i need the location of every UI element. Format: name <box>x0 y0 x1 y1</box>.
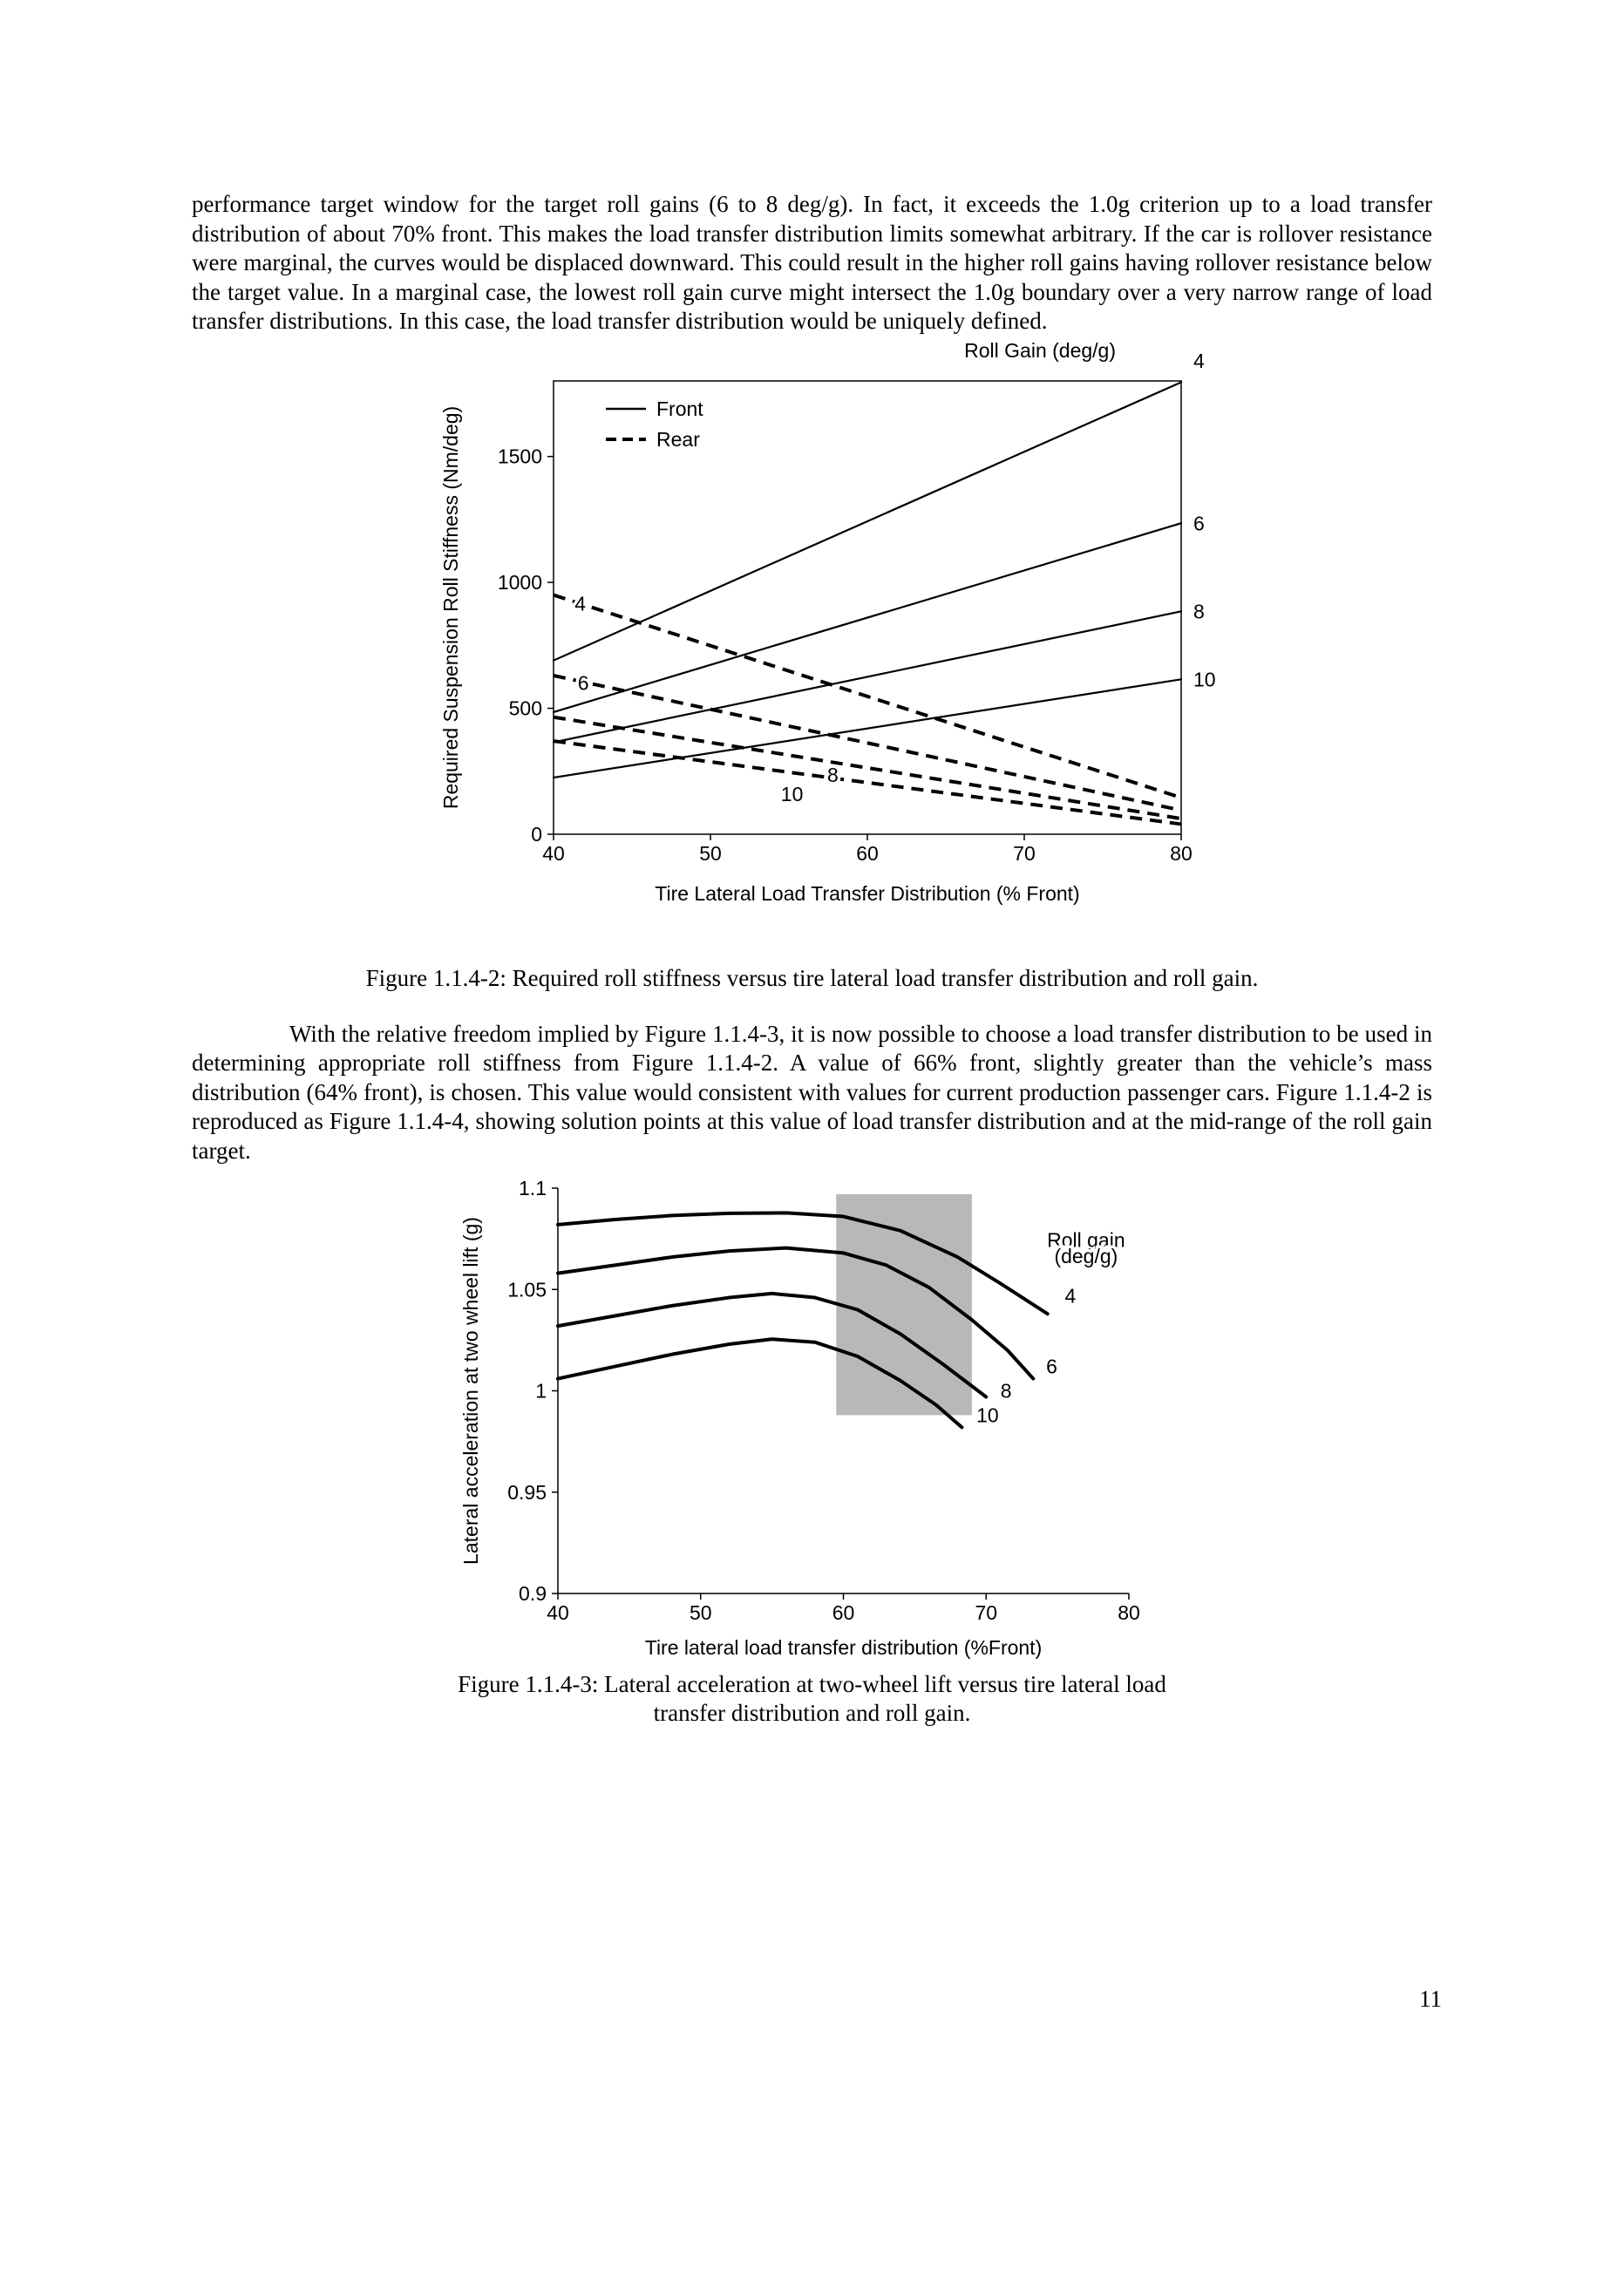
lateral-acceleration-chart <box>453 1166 1177 1663</box>
svg-text:8: 8 <box>827 764 839 787</box>
svg-text:10: 10 <box>780 782 804 805</box>
paragraph-1: performance target window for the target roll gains (6 to 8 deg/g). In fact, it exceeds the 1.0g criterion up to a load transfer distribution of about 70% front. This makes the load transfer distribution limits somewhat arbitrary. If the car is rollover resistance were marginal, the curves would be displaced downward. This could result in the higher roll gains having rollover resistance below the target value. In a marginal case, the lowest roll gain curve might intersect the 1.0g boundary over a very narrow range of load transfer distributions. In this case, the load transfer distribution would be uniquely defined. <box>192 191 1432 335</box>
figure-1-1-4-2 <box>431 342 1242 952</box>
svg-text:Roll Gain (deg/g): Roll Gain (deg/g) <box>964 341 1116 362</box>
svg-text:4: 4 <box>1064 1283 1077 1307</box>
svg-text:1.1: 1.1 <box>519 1176 547 1199</box>
svg-text:10: 10 <box>1193 668 1216 691</box>
svg-text:4: 4 <box>574 592 586 615</box>
svg-text:4: 4 <box>1193 349 1205 372</box>
svg-text:80: 80 <box>1118 1600 1140 1624</box>
svg-text:40: 40 <box>542 841 565 865</box>
svg-text:Front: Front <box>656 397 703 421</box>
svg-text:60: 60 <box>832 1600 855 1624</box>
page-number: 11 <box>1419 1986 1442 2012</box>
svg-text:60: 60 <box>856 841 879 865</box>
svg-text:Tire Lateral Load Transfer Dis: Tire Lateral Load Transfer Distribution (% Front) <box>655 881 1080 905</box>
svg-text:Tire lateral load transfer dis: Tire lateral load transfer distribution (%Front) <box>644 1635 1043 1659</box>
svg-text:50: 50 <box>699 841 722 865</box>
svg-text:8: 8 <box>1193 600 1205 623</box>
figure-1-1-4-3-caption <box>192 1670 1432 1729</box>
svg-text:0.95: 0.95 <box>507 1480 547 1504</box>
figure-1-1-4-3 <box>453 1166 1177 1663</box>
svg-text:6: 6 <box>1193 512 1205 535</box>
svg-text:10: 10 <box>976 1403 999 1426</box>
roll-stiffness-chart <box>431 342 1242 952</box>
paragraph-2: With the relative freedom implied by Figure 1.1.4-3, it is now possible to choose a load transfer distribution to be used in determining appropriate roll stiffness from Figure 1.1.4-2. A value of 66% front, slightly greater than the vehicle’s mass distribution (64% front), is chosen. This value would consistent with values for current production passenger cars. Figure 1.1.4-2 is reproduced as Figure 1.1.4-4, showing solution points at this value of load transfer distribution and at the mid-range of the roll gain target. <box>192 1020 1432 1164</box>
svg-text:8: 8 <box>1000 1379 1012 1403</box>
caption-line-1: Figure 1.1.4-3: Lateral acceleration at two-wheel lift versus tire lateral load <box>458 1670 1166 1697</box>
svg-text:70: 70 <box>1013 841 1036 865</box>
svg-text:(deg/g): (deg/g) <box>1054 1244 1118 1267</box>
svg-text:0.9: 0.9 <box>519 1581 547 1605</box>
svg-text:50: 50 <box>689 1600 712 1624</box>
svg-text:0: 0 <box>531 823 542 846</box>
figure-1-1-4-2-caption: Figure 1.1.4-2: Required roll stiffness versus tire lateral load transfer distribution and roll gain. <box>365 964 1259 991</box>
svg-text:40: 40 <box>547 1600 569 1624</box>
svg-text:6: 6 <box>1046 1355 1057 1378</box>
svg-text:1500: 1500 <box>497 445 542 468</box>
svg-text:1: 1 <box>535 1379 547 1403</box>
svg-text:Required Suspension Roll Stiff: Required Suspension Roll Stiffness (Nm/deg) <box>439 405 462 810</box>
svg-text:500: 500 <box>508 696 542 720</box>
document-page-content <box>192 190 1432 1729</box>
svg-text:80: 80 <box>1170 841 1193 865</box>
svg-text:1000: 1000 <box>497 571 542 595</box>
svg-text:Roll gain: Roll gain <box>1047 1227 1125 1251</box>
svg-text:Lateral acceleration at two wh: Lateral acceleration at two wheel lift (g) <box>459 1216 482 1565</box>
caption-line-2: transfer distribution and roll gain. <box>653 1700 971 1727</box>
svg-text:6: 6 <box>577 671 589 695</box>
svg-text:70: 70 <box>975 1600 998 1624</box>
svg-text:Rear: Rear <box>656 428 700 452</box>
svg-text:1.05: 1.05 <box>507 1277 547 1301</box>
